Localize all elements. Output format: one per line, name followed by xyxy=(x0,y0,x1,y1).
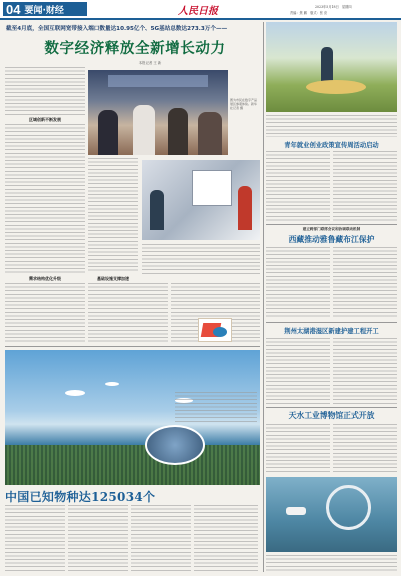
rule-3 xyxy=(266,407,397,408)
lead-photo xyxy=(88,70,228,155)
tibet-text-col2 xyxy=(333,247,397,319)
museum-headline: 天水工业博物馆正式开放 xyxy=(288,411,375,420)
species-text-col3 xyxy=(131,505,191,571)
lead-photo-caption: 图为市民在数字产品展区参观体验。新华社记者 摄 xyxy=(230,98,258,110)
lead-byline: 本报记者 王 新 xyxy=(138,61,162,65)
lead-text-col3 xyxy=(142,244,260,274)
lead-subhead-1: 区域创新不断发展 xyxy=(29,117,61,122)
page-number: 04 xyxy=(6,1,21,17)
rule-1 xyxy=(266,224,397,225)
species-text-col4 xyxy=(194,505,258,571)
header-rule xyxy=(0,18,401,20)
lead-text-col1-bottom xyxy=(5,283,85,343)
rule-2 xyxy=(266,322,397,323)
lead-kicker: 截至4月底，全国互联网宽带接入端口数量达10.95亿个、5G基站总数达273.3万个—— xyxy=(6,26,228,32)
masthead-logo: 人民日报 xyxy=(178,6,218,17)
tibet-headline: 西藏推动雅鲁藏布江保护 xyxy=(288,235,375,244)
museum-caption xyxy=(266,555,397,572)
species-text-col2 xyxy=(68,505,128,571)
lead-headline: 数字经济释放全新增长动力 xyxy=(44,40,226,57)
species-text-col1 xyxy=(5,505,65,571)
museum-text-col1 xyxy=(266,424,330,474)
lead-text-col2-bottom xyxy=(88,283,168,343)
tibet-text-col1 xyxy=(266,247,330,319)
cartoon-box xyxy=(198,318,232,342)
lead-text-col1-top xyxy=(5,67,85,115)
editor-line: 责编：焦 鹏 版式：张 竞 xyxy=(290,11,328,15)
factory-photo xyxy=(142,160,260,240)
species-headline: 中国已知物种达125034个 xyxy=(5,490,156,504)
section-label xyxy=(3,2,87,16)
lead-subhead-2: 基础设施支撑加速 xyxy=(97,276,129,281)
youth-text-col2 xyxy=(333,151,397,221)
column-divider xyxy=(263,22,264,572)
lead-text-col2 xyxy=(88,158,138,273)
lead-text-col1 xyxy=(5,124,85,274)
farm-caption xyxy=(266,115,397,137)
tibet-kicker: 建立跨部门联席会议和协调联动机制 xyxy=(302,227,361,231)
lead-subhead-3: 需求结构优化升级 xyxy=(29,276,61,281)
species-photo-caption xyxy=(175,392,257,422)
farm-photo xyxy=(266,22,397,112)
youth-headline: 青年就业创业政策宣传周活动启动 xyxy=(284,142,379,149)
museum-text-col2 xyxy=(333,424,397,474)
project-text-col2 xyxy=(333,338,397,404)
museum-photo xyxy=(266,477,397,552)
species-inset-photo xyxy=(145,425,205,465)
youth-text-col1 xyxy=(266,151,330,221)
lead-rule xyxy=(5,346,260,347)
project-headline: 荆州太湖港湿区新建护建工程开工 xyxy=(284,328,379,335)
section-name: 要闻·财经 xyxy=(24,5,64,16)
date-line: 2023年5月18日 星期四 xyxy=(315,5,352,9)
project-text-col1 xyxy=(266,338,330,404)
